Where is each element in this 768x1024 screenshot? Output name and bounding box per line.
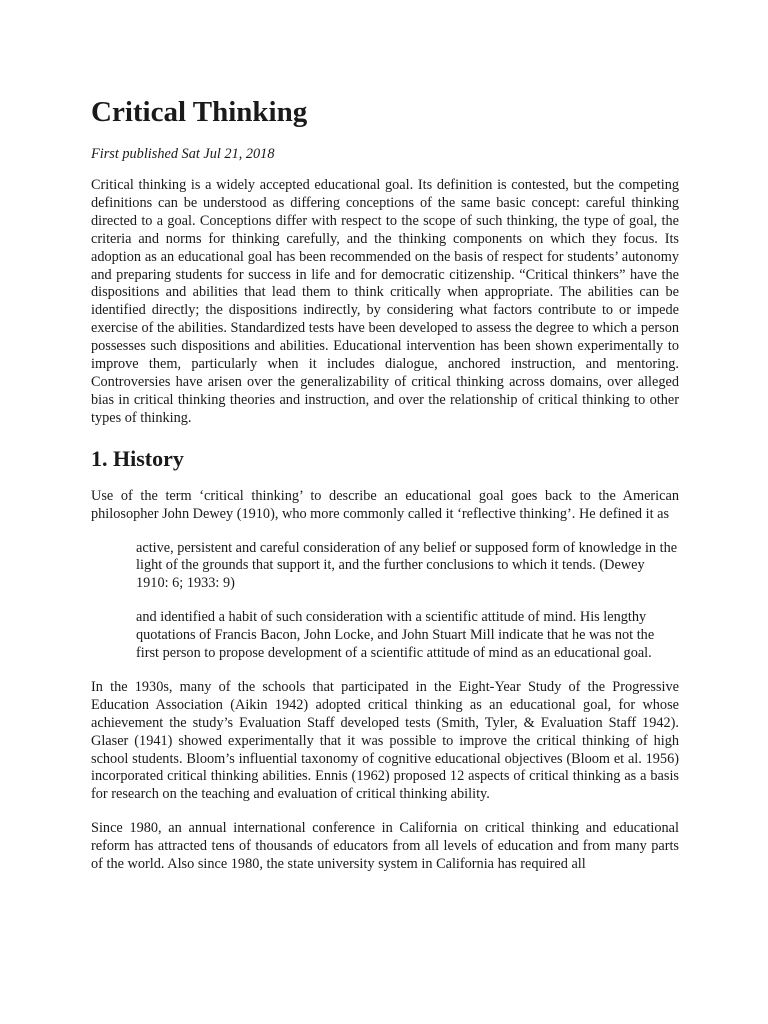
history-paragraph-1: Use of the term ‘critical thinking’ to describe an educational goal goes back to the American philosopher John Dewey (1910), who more commonly called it ‘reflective thinking’. He defined it as [91,487,679,522]
history-paragraph-2: In the 1930s, many of the schools that participated in the Eight-Year Study of the Progressive Education Association (Aikin 1942) adopted critical thinking as an educational goal, for whose achievement the study’s Evaluation Staff developed tests (Smith, Tyler, & Evaluation Staff 1942). Glaser (1941) showed experimentally that it was possible to improve the critical thinking of high school students. Bloom’s influential taxonomy of cognitive educational objectives (Bloom et al. 1956) incorporated critical thinking abilities. Ennis (1962) proposed 12 aspects of critical thinking as a basis for research on the teaching and evaluation of critical thinking ability. [91,678,679,803]
publication-date: First published Sat Jul 21, 2018 [91,146,275,162]
article-title: Critical Thinking [91,96,308,128]
dewey-blockquote [136,540,679,663]
blockquote-paragraph-1: active, persistent and careful consideration of any belief or supposed form of knowledge in the light of the grounds that support it, and the further conclusions to which it tends. (Dewey 1910: 6; 1933: 9) [136,539,678,592]
section-heading-history: 1. History [91,445,184,471]
blockquote-paragraph-2: and identified a habit of such consideration with a scientific attitude of mind. His lengthy quotations of Francis Bacon, John Locke, and John Stuart Mill indicate that he was not the first person to propose development of a scientific attitude of mind as an educational goal. [136,609,655,662]
intro-paragraph: Critical thinking is a widely accepted educational goal. Its definition is contested, but the competing definitions can be understood as differing conceptions of the same basic concept: careful thinking directed to a goal. Conceptions differ with respect to the scope of such thinking, the type of goal, the criteria and norms for thinking carefully, and the thinking components on which they focus. Its adoption as an educational goal has been recommended on the basis of respect for students’ autonomy and preparing students for success in life and for democratic citizenship. “Critical thinkers” have the dispositions and abilities that lead them to think critically when appropriate. The abilities can be identified directly; the dispositions indirectly, by considering what factors contribute to or impede exercise of the abilities. Standardized tests have been developed to assess the degree to which a person possesses such dispositions and abilities. Educational intervention has been shown experimentally to improve them, particularly when it includes dialogue, anchored instruction, and mentoring. Controversies have arisen over the generalizability of critical thinking across domains, over alleged bias in critical thinking theories and instruction, and over the relationship of critical thinking to other types of thinking. [91,177,679,426]
history-paragraph-3: Since 1980, an annual international conference in California on critical thinking and educational reform has attracted tens of thousands of educators from all levels of education and from many parts of the world. Also since 1980, the state university system in California has required all [91,820,679,873]
